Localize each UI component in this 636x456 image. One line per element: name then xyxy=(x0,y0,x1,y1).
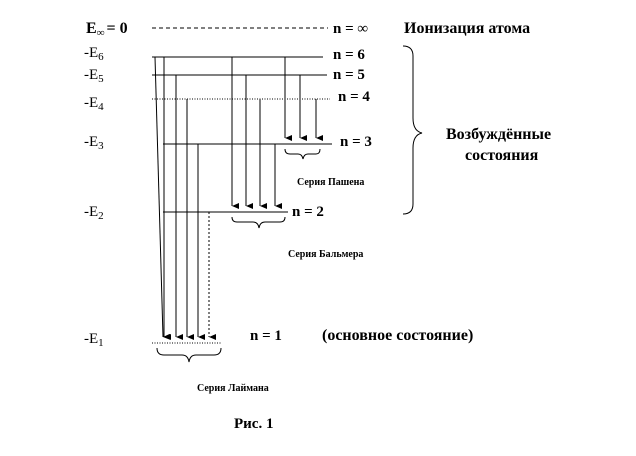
energy-label-2: $-E_2$ xyxy=(84,204,104,222)
balmer-brace xyxy=(232,217,285,228)
n-label-2: n = 2 xyxy=(292,204,324,220)
ground-state-label: (основное состояние) xyxy=(322,327,474,344)
lyman-arrow-inf xyxy=(155,57,163,337)
excited-states-label-line2: состояния xyxy=(465,147,539,164)
energy-label-5: $-E_5$ xyxy=(84,67,104,85)
n-label-inf: n = ∞ xyxy=(333,21,369,37)
energy-label-1: $-E_1$ xyxy=(84,331,104,349)
energy-label-3: $-E_3$ xyxy=(84,134,104,152)
n-label-5: n = 5 xyxy=(333,67,365,83)
n-label-3: n = 3 xyxy=(340,134,372,150)
balmer-series-label: Серия Бальмера xyxy=(288,249,364,260)
n-label-1: n = 1 xyxy=(250,328,282,344)
paschen-brace xyxy=(285,149,320,159)
energy-label-4: $-E_4$ xyxy=(84,95,104,113)
paschen-series-label: Серия Пашена xyxy=(297,177,365,188)
energy-label-inf: E∞ = 0 xyxy=(86,20,128,39)
n-label-4: n = 4 xyxy=(338,89,370,105)
energy-label-6: $-E_6$ xyxy=(84,45,104,63)
excited-states-label-line1: Возбуждённые xyxy=(446,126,552,143)
excited-states-brace xyxy=(403,46,422,214)
ionization-label: Ионизация атома xyxy=(404,20,531,37)
figure-caption: Рис. 1 xyxy=(234,416,274,432)
lyman-brace xyxy=(157,348,221,362)
lyman-series-label: Серия Лаймана xyxy=(197,383,269,394)
n-label-6: n = 6 xyxy=(333,47,365,63)
